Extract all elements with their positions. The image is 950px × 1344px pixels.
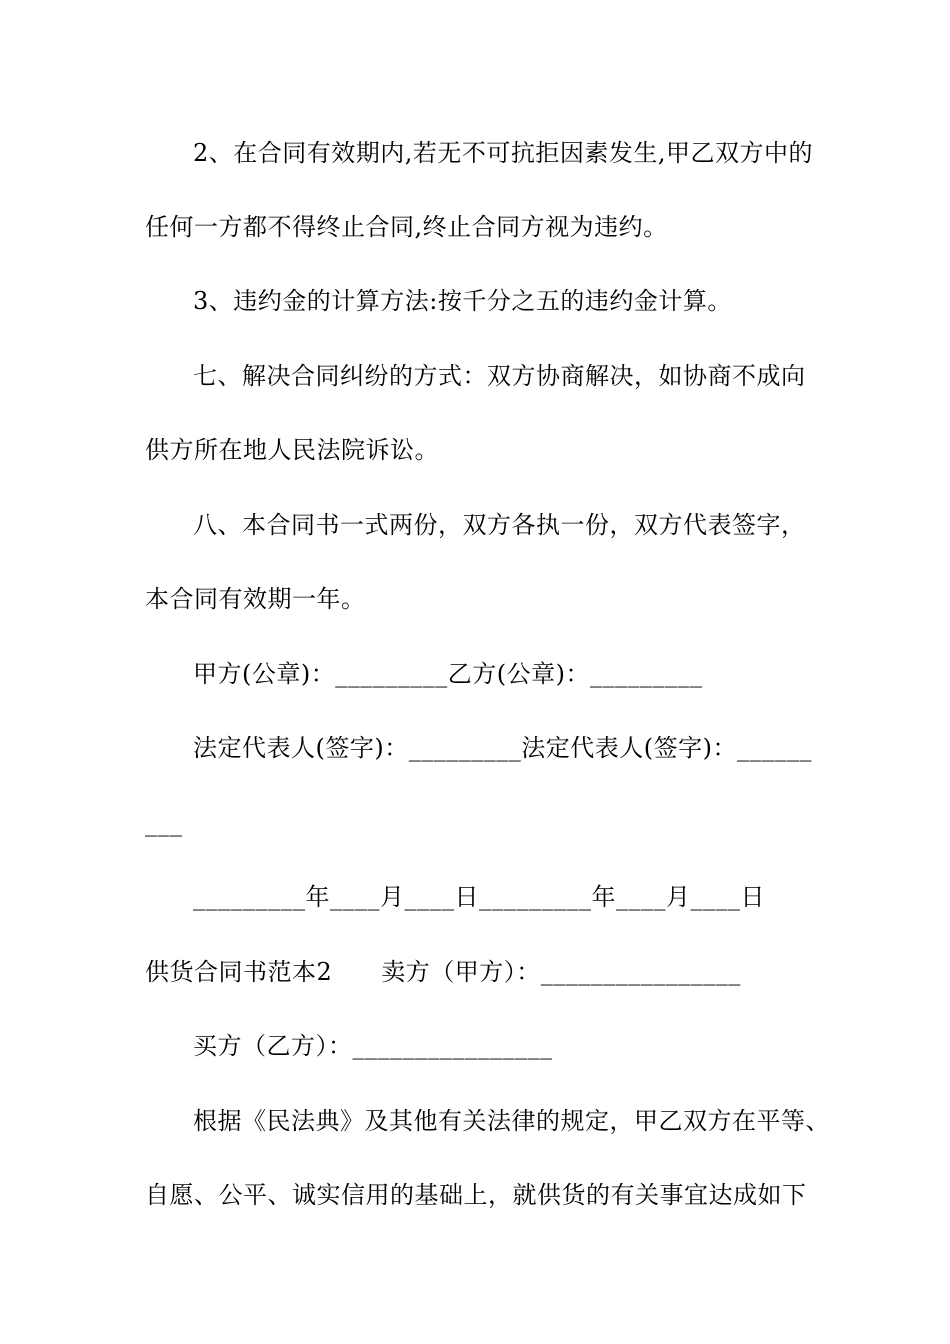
buyer-line: 买方（乙方）：________________	[193, 1032, 553, 1060]
clause-3-paragraph: 3、违约金的计算方法:按千分之五的违约金计算。	[193, 287, 732, 315]
date-line: _________年____月____日_________年____月____日	[193, 883, 765, 911]
representative-signature-line: 法定代表人(签字)：_________法定代表人(签字)：______	[193, 734, 812, 762]
signature-line-continuation: ___	[145, 809, 183, 837]
template-2-seller-line: 供货合同书范本2 卖方（甲方）：________________	[145, 958, 741, 986]
section-8-paragraph-line-1: 八、本合同书一式两份，双方各执一份，双方代表签字，	[193, 511, 806, 539]
section-7-paragraph-line-2: 供方所在地人民法院诉讼。	[145, 436, 439, 464]
preamble-line-2: 自愿、公平、诚实信用的基础上，就供货的有关事宜达成如下	[145, 1181, 807, 1209]
clause-2-paragraph-line-1: 2、在合同有效期内,若无不可抗拒因素发生,甲乙双方中的	[193, 139, 814, 167]
clause-2-paragraph-line-2: 任何一方都不得终止合同,终止合同方视为违约。	[145, 213, 668, 241]
section-8-paragraph-line-2: 本合同有效期一年。	[145, 585, 366, 613]
seal-line: 甲方(公章)：_________乙方(公章)：_________	[193, 660, 703, 688]
section-7-paragraph-line-1: 七、解决合同纠纷的方式：双方协商解决，如协商不成向	[193, 362, 806, 390]
preamble-line-1: 根据《民法典》及其他有关法律的规定，甲乙双方在平等、	[193, 1107, 830, 1135]
